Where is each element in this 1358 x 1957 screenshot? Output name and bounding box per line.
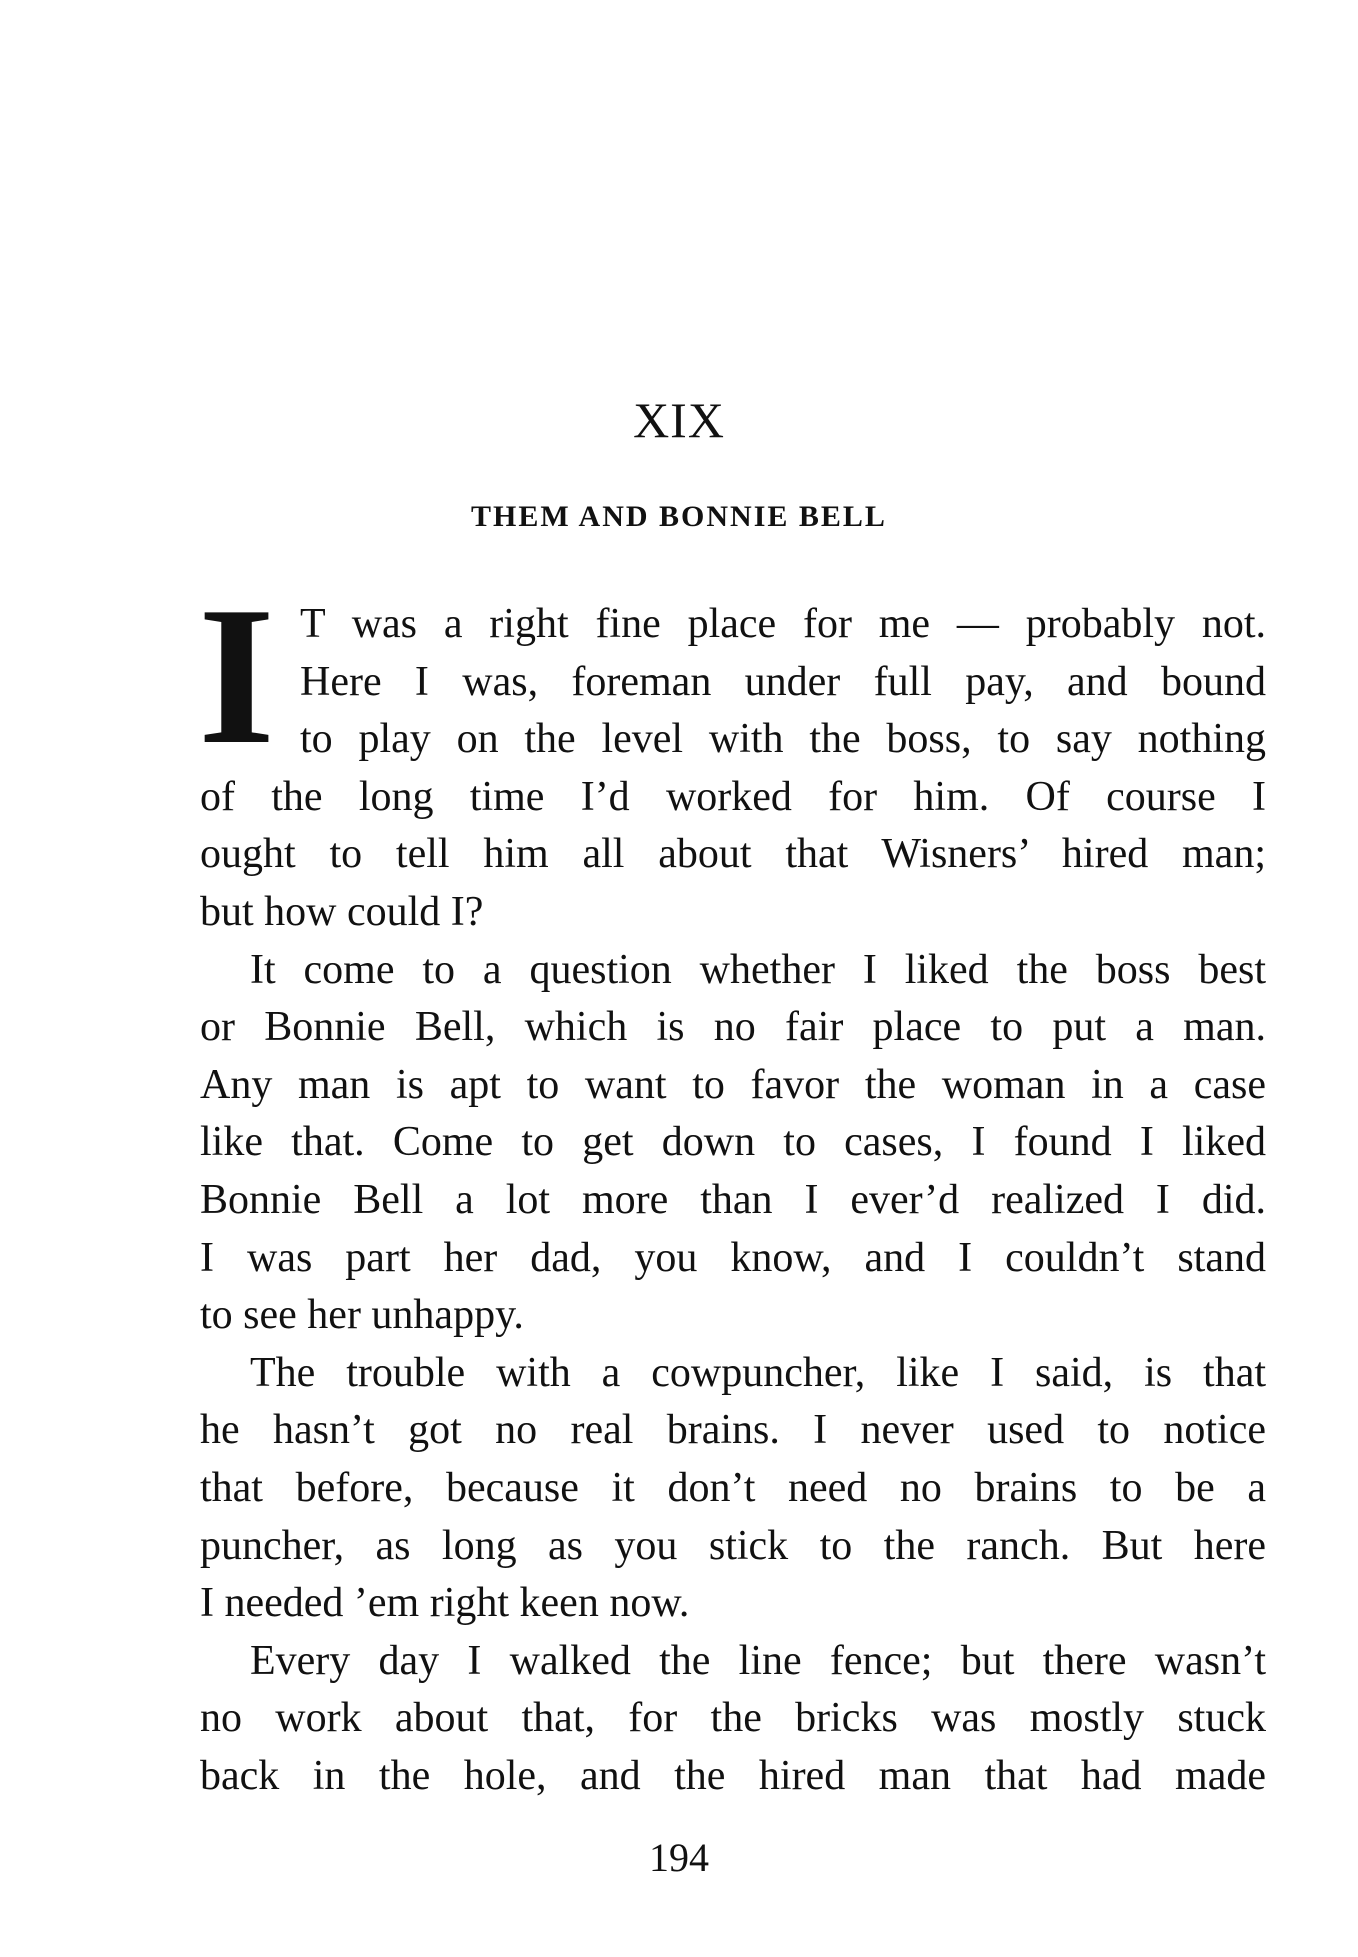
text-line: but how could I? — [200, 888, 484, 935]
drop-cap: I — [198, 566, 276, 785]
text-line: like that. Come to get down to cases, I found I liked — [200, 1119, 1266, 1166]
text-line: puncher, as long as you stick to the ranch. But here — [200, 1522, 1266, 1569]
text-line: Any man is apt to want to favor the woman in a case — [200, 1061, 1266, 1108]
text-line: or Bonnie Bell, which is no fair place to put a man. — [200, 1004, 1266, 1051]
text-line: no work about that, for the bricks was mostly stuck — [200, 1695, 1266, 1742]
text-line: I was part her dad, you know, and I couldn’t stand — [200, 1234, 1266, 1281]
text-line: to play on the level with the boss, to say nothing — [300, 716, 1266, 763]
text-line: Here I was, foreman under full pay, and bound — [300, 658, 1266, 705]
text-line: The trouble with a cowpuncher, like I said, is that — [250, 1349, 1266, 1396]
text-line: of the long time I’d worked for him. Of course I — [200, 773, 1266, 820]
text-line: I needed ’em right keen now. — [200, 1580, 690, 1627]
text-line: Every day I walked the line fence; but there wasn’t — [250, 1637, 1266, 1684]
paragraph-4 — [200, 1633, 1266, 1806]
chapter-number: XIX — [633, 392, 725, 448]
paragraph-3 — [200, 1345, 1266, 1633]
body-text — [198, 566, 1266, 1805]
text-line: he hasn’t got no real brains. I never used to notice — [200, 1407, 1266, 1454]
text-line: ought to tell him all about that Wisners’ hired man; — [200, 831, 1266, 878]
page-number: 194 — [649, 1835, 709, 1880]
paragraph-1 — [198, 566, 1266, 942]
text-line: back in the hole, and the hired man that had made — [200, 1752, 1266, 1799]
text-line: T was a right fine place for me — probably not. — [300, 601, 1266, 647]
text-line: It come to a question whether I liked the boss best — [250, 946, 1266, 993]
text-line: to see her unhappy. — [200, 1292, 524, 1339]
text-line: Bonnie Bell a lot more than I ever’d realized I did. — [200, 1176, 1266, 1223]
paragraph-2 — [200, 942, 1266, 1345]
chapter-title: THEM AND BONNIE BELL — [471, 500, 887, 533]
text-line: that before, because it don’t need no brains to be a — [200, 1464, 1266, 1511]
